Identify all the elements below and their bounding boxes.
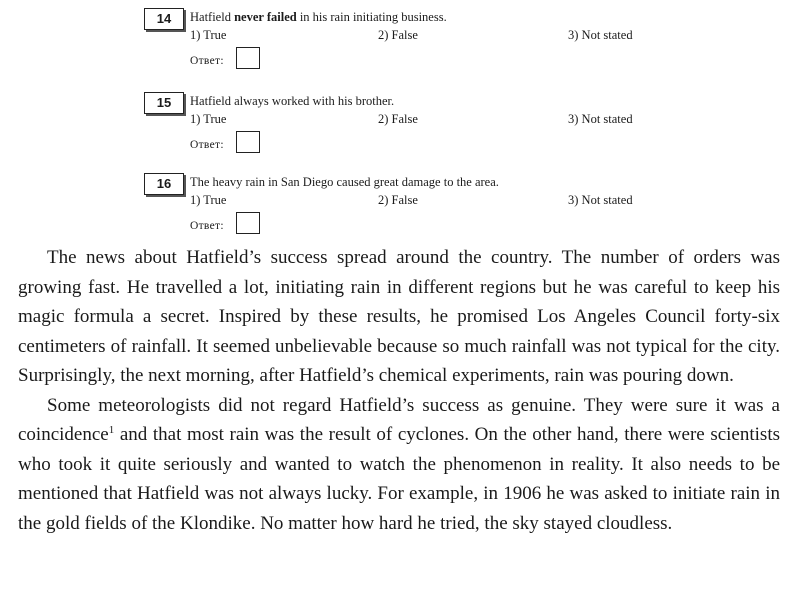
question-text: Hatfield never failed in his rain initiating business. bbox=[190, 10, 447, 24]
emphasis-text: never failed bbox=[234, 10, 297, 24]
option-true: 1) True bbox=[190, 193, 227, 207]
answer-label: Ответ: bbox=[190, 220, 224, 232]
question-number: 14 bbox=[144, 8, 184, 30]
option-false: 2) False bbox=[378, 193, 418, 207]
reading-passage bbox=[18, 243, 780, 538]
question-number: 15 bbox=[144, 92, 184, 114]
passage-paragraph-2: Some meteorologists did not regard Hatfield’s success as genuine. They were sure it was a coincidence$^1$ and that most rain was the result of cyclones. On the other hand, there were scientists who took it quite seriously and wanted to watch the phenomenon in reality. It also needs to be mentioned that Hatfield was not always lucky. For example, in 1906 he was asked to initiate rain in the gold fields of the Klondike. No matter how hard he tried, the sky stayed cloudless. bbox=[18, 394, 780, 534]
question-text: The heavy rain in San Diego caused great damage to the area. bbox=[190, 175, 499, 189]
option-false: 2) False bbox=[378, 28, 418, 42]
answer-label: Ответ: bbox=[190, 55, 224, 67]
question-15 bbox=[144, 92, 664, 172]
question-text: Hatfield always worked with his brother. bbox=[190, 94, 395, 108]
answer-box[interactable] bbox=[236, 47, 260, 69]
option-not-stated: 3) Not stated bbox=[568, 193, 633, 207]
footnote-marker: 1 bbox=[108, 424, 115, 436]
answer-box[interactable] bbox=[236, 212, 260, 234]
answer-box[interactable] bbox=[236, 131, 260, 153]
passage-paragraph-1: The news about Hatfield’s success spread around the country. The number of orders was growing fast. He travelled a lot, initiating rain in different regions but he was careful to keep his magic formula a secret. Inspired by these results, he promised Los Angeles Council forty-six centimeters of rainfall. It seemed unbelievable because so much rainfall was not typical for the city. Surprisingly, the next morning, after Hatfield’s chemical experiments, rain was pouring down. bbox=[18, 247, 780, 386]
question-14 bbox=[144, 8, 664, 88]
question-number: 16 bbox=[144, 173, 184, 195]
option-false: 2) False bbox=[378, 112, 418, 126]
answer-label: Ответ: bbox=[190, 139, 224, 151]
question-16 bbox=[144, 173, 664, 253]
option-true: 1) True bbox=[190, 28, 227, 42]
option-not-stated: 3) Not stated bbox=[568, 28, 633, 42]
option-not-stated: 3) Not stated bbox=[568, 112, 633, 126]
option-true: 1) True bbox=[190, 112, 227, 126]
